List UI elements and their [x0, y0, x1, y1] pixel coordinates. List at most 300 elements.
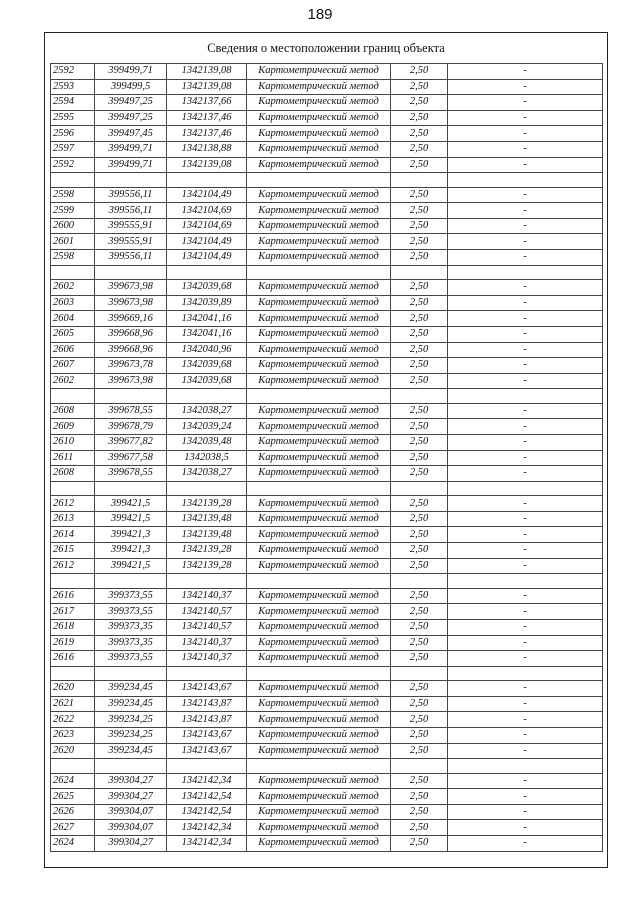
empty-cell	[247, 666, 391, 681]
point-number-cell: 2606	[51, 342, 95, 358]
description-cell: -	[448, 527, 603, 543]
point-number-cell: 2617	[51, 604, 95, 620]
precision-cell: 2,50	[391, 419, 448, 435]
precision-cell: 2,50	[391, 64, 448, 80]
coord-y-cell: 1342104,69	[167, 203, 247, 219]
method-cell: Картометрический метод	[247, 141, 391, 157]
coord-y-cell: 1342140,37	[167, 635, 247, 651]
method-cell: Картометрический метод	[247, 342, 391, 358]
point-number-cell: 2610	[51, 434, 95, 450]
point-number-cell: 2602	[51, 373, 95, 389]
empty-cell	[448, 666, 603, 681]
precision-cell: 2,50	[391, 727, 448, 743]
coord-y-cell: 1342139,08	[167, 64, 247, 80]
table-row	[51, 218, 603, 234]
table-row	[51, 820, 603, 836]
precision-cell: 2,50	[391, 619, 448, 635]
group-separator-row	[51, 173, 603, 188]
description-cell: -	[448, 203, 603, 219]
empty-cell	[95, 666, 167, 681]
coord-x-cell: 399497,45	[95, 126, 167, 142]
coordinates-table-body	[51, 64, 603, 852]
coord-x-cell: 399304,27	[95, 836, 167, 852]
precision-cell: 2,50	[391, 250, 448, 266]
precision-cell: 2,50	[391, 836, 448, 852]
description-cell: -	[448, 311, 603, 327]
method-cell: Картометрический метод	[247, 836, 391, 852]
precision-cell: 2,50	[391, 543, 448, 559]
table-row	[51, 311, 603, 327]
precision-cell: 2,50	[391, 326, 448, 342]
empty-cell	[448, 759, 603, 774]
coord-x-cell: 399497,25	[95, 95, 167, 111]
method-cell: Картометрический метод	[247, 789, 391, 805]
description-cell: -	[448, 773, 603, 789]
coord-x-cell: 399304,07	[95, 804, 167, 820]
point-number-cell: 2597	[51, 141, 95, 157]
empty-cell	[95, 265, 167, 280]
coord-y-cell: 1342039,68	[167, 358, 247, 374]
method-cell: Картометрический метод	[247, 419, 391, 435]
method-cell: Картометрический метод	[247, 218, 391, 234]
description-cell: -	[448, 820, 603, 836]
table-row	[51, 727, 603, 743]
coord-x-cell: 399669,16	[95, 311, 167, 327]
empty-cell	[95, 481, 167, 496]
method-cell: Картометрический метод	[247, 727, 391, 743]
point-number-cell: 2599	[51, 203, 95, 219]
precision-cell: 2,50	[391, 527, 448, 543]
table-row	[51, 79, 603, 95]
empty-cell	[391, 389, 448, 404]
coord-x-cell: 399234,25	[95, 727, 167, 743]
coord-y-cell: 1342140,37	[167, 651, 247, 667]
point-number-cell: 2620	[51, 681, 95, 697]
empty-cell	[95, 173, 167, 188]
coord-y-cell: 1342041,16	[167, 311, 247, 327]
description-cell: -	[448, 295, 603, 311]
point-number-cell: 2624	[51, 773, 95, 789]
empty-cell	[247, 481, 391, 496]
description-cell: -	[448, 450, 603, 466]
precision-cell: 2,50	[391, 466, 448, 482]
precision-cell: 2,50	[391, 218, 448, 234]
point-number-cell: 2612	[51, 558, 95, 574]
precision-cell: 2,50	[391, 804, 448, 820]
empty-cell	[51, 574, 95, 589]
group-separator-row	[51, 666, 603, 681]
precision-cell: 2,50	[391, 450, 448, 466]
table-row	[51, 836, 603, 852]
method-cell: Картометрический метод	[247, 681, 391, 697]
empty-cell	[247, 574, 391, 589]
precision-cell: 2,50	[391, 743, 448, 759]
coord-x-cell: 399373,35	[95, 635, 167, 651]
method-cell: Картометрический метод	[247, 326, 391, 342]
coord-y-cell: 1342039,89	[167, 295, 247, 311]
coord-x-cell: 399555,91	[95, 218, 167, 234]
empty-cell	[51, 759, 95, 774]
empty-cell	[95, 574, 167, 589]
coord-x-cell: 399556,11	[95, 250, 167, 266]
coord-y-cell: 1342104,49	[167, 187, 247, 203]
point-number-cell: 2612	[51, 496, 95, 512]
method-cell: Картометрический метод	[247, 651, 391, 667]
coord-x-cell: 399421,3	[95, 543, 167, 559]
table-row	[51, 280, 603, 296]
table-row	[51, 651, 603, 667]
coord-x-cell: 399673,78	[95, 358, 167, 374]
empty-cell	[167, 173, 247, 188]
coord-x-cell: 399421,5	[95, 558, 167, 574]
group-separator-row	[51, 759, 603, 774]
method-cell: Картометрический метод	[247, 820, 391, 836]
method-cell: Картометрический метод	[247, 712, 391, 728]
description-cell: -	[448, 326, 603, 342]
point-number-cell: 2593	[51, 79, 95, 95]
page-number: 189	[307, 6, 333, 23]
empty-cell	[51, 481, 95, 496]
coord-y-cell: 1342139,28	[167, 543, 247, 559]
description-cell: -	[448, 588, 603, 604]
method-cell: Картометрический метод	[247, 295, 391, 311]
empty-cell	[167, 265, 247, 280]
coord-y-cell: 1342139,28	[167, 558, 247, 574]
coord-x-cell: 399677,82	[95, 434, 167, 450]
method-cell: Картометрический метод	[247, 588, 391, 604]
description-cell: -	[448, 558, 603, 574]
table-row	[51, 295, 603, 311]
precision-cell: 2,50	[391, 295, 448, 311]
empty-cell	[167, 389, 247, 404]
empty-cell	[167, 759, 247, 774]
precision-cell: 2,50	[391, 234, 448, 250]
coord-y-cell: 1342143,87	[167, 712, 247, 728]
description-cell: -	[448, 187, 603, 203]
table-row	[51, 543, 603, 559]
empty-cell	[247, 389, 391, 404]
precision-cell: 2,50	[391, 187, 448, 203]
description-cell: -	[448, 126, 603, 142]
precision-cell: 2,50	[391, 280, 448, 296]
point-number-cell: 2620	[51, 743, 95, 759]
point-number-cell: 2619	[51, 635, 95, 651]
description-cell: -	[448, 419, 603, 435]
precision-cell: 2,50	[391, 79, 448, 95]
point-number-cell: 2622	[51, 712, 95, 728]
point-number-cell: 2613	[51, 511, 95, 527]
point-number-cell: 2621	[51, 696, 95, 712]
group-separator-row	[51, 389, 603, 404]
coord-y-cell: 1342139,48	[167, 527, 247, 543]
method-cell: Картометрический метод	[247, 373, 391, 389]
point-number-cell: 2623	[51, 727, 95, 743]
precision-cell: 2,50	[391, 496, 448, 512]
method-cell: Картометрический метод	[247, 696, 391, 712]
coord-x-cell: 399234,45	[95, 696, 167, 712]
coord-x-cell: 399499,71	[95, 157, 167, 173]
table-row	[51, 64, 603, 80]
coord-x-cell: 399678,55	[95, 403, 167, 419]
empty-cell	[448, 481, 603, 496]
description-cell: -	[448, 712, 603, 728]
table-row	[51, 250, 603, 266]
coord-y-cell: 1342138,88	[167, 141, 247, 157]
description-cell: -	[448, 218, 603, 234]
table-row	[51, 95, 603, 111]
method-cell: Картометрический метод	[247, 743, 391, 759]
method-cell: Картометрический метод	[247, 511, 391, 527]
coord-x-cell: 399373,55	[95, 588, 167, 604]
table-row	[51, 558, 603, 574]
method-cell: Картометрический метод	[247, 95, 391, 111]
table-row	[51, 358, 603, 374]
coord-x-cell: 399499,71	[95, 64, 167, 80]
point-number-cell: 2616	[51, 651, 95, 667]
method-cell: Картометрический метод	[247, 110, 391, 126]
coord-y-cell: 1342143,67	[167, 727, 247, 743]
table-row	[51, 619, 603, 635]
method-cell: Картометрический метод	[247, 157, 391, 173]
coord-x-cell: 399668,96	[95, 326, 167, 342]
precision-cell: 2,50	[391, 373, 448, 389]
coord-x-cell: 399421,5	[95, 496, 167, 512]
method-cell: Картометрический метод	[247, 250, 391, 266]
table-row	[51, 789, 603, 805]
description-cell: -	[448, 789, 603, 805]
coord-y-cell: 1342039,24	[167, 419, 247, 435]
empty-cell	[247, 759, 391, 774]
coord-y-cell: 1342140,37	[167, 588, 247, 604]
coord-x-cell: 399421,5	[95, 511, 167, 527]
point-number-cell: 2608	[51, 403, 95, 419]
description-cell: -	[448, 95, 603, 111]
coord-y-cell: 1342041,16	[167, 326, 247, 342]
coord-y-cell: 1342039,68	[167, 280, 247, 296]
coord-x-cell: 399677,58	[95, 450, 167, 466]
coord-y-cell: 1342038,5	[167, 450, 247, 466]
coord-x-cell: 399234,25	[95, 712, 167, 728]
precision-cell: 2,50	[391, 203, 448, 219]
table-row	[51, 126, 603, 142]
point-number-cell: 2600	[51, 218, 95, 234]
method-cell: Картометрический метод	[247, 203, 391, 219]
point-number-cell: 2627	[51, 820, 95, 836]
section-title: Сведения о местоположении границ объекта	[207, 41, 445, 55]
coord-y-cell: 1342142,34	[167, 773, 247, 789]
precision-cell: 2,50	[391, 789, 448, 805]
coord-x-cell: 399499,71	[95, 141, 167, 157]
point-number-cell: 2618	[51, 619, 95, 635]
description-cell: -	[448, 543, 603, 559]
method-cell: Картометрический метод	[247, 280, 391, 296]
description-cell: -	[448, 635, 603, 651]
empty-cell	[448, 265, 603, 280]
coord-x-cell: 399421,3	[95, 527, 167, 543]
method-cell: Картометрический метод	[247, 604, 391, 620]
table-row	[51, 588, 603, 604]
point-number-cell: 2616	[51, 588, 95, 604]
method-cell: Картометрический метод	[247, 527, 391, 543]
coord-x-cell: 399234,45	[95, 743, 167, 759]
method-cell: Картометрический метод	[247, 558, 391, 574]
table-row	[51, 110, 603, 126]
empty-cell	[51, 666, 95, 681]
description-cell: -	[448, 373, 603, 389]
group-separator-row	[51, 481, 603, 496]
method-cell: Картометрический метод	[247, 804, 391, 820]
table-row	[51, 743, 603, 759]
table-row	[51, 434, 603, 450]
coord-x-cell: 399373,55	[95, 604, 167, 620]
point-number-cell: 2614	[51, 527, 95, 543]
point-number-cell: 2603	[51, 295, 95, 311]
empty-cell	[391, 481, 448, 496]
coord-x-cell: 399304,27	[95, 789, 167, 805]
empty-cell	[247, 173, 391, 188]
table-row	[51, 450, 603, 466]
precision-cell: 2,50	[391, 403, 448, 419]
method-cell: Картометрический метод	[247, 434, 391, 450]
precision-cell: 2,50	[391, 712, 448, 728]
empty-cell	[167, 481, 247, 496]
coord-y-cell: 1342137,46	[167, 126, 247, 142]
description-cell: -	[448, 681, 603, 697]
group-separator-row	[51, 574, 603, 589]
coord-x-cell: 399499,5	[95, 79, 167, 95]
method-cell: Картометрический метод	[247, 234, 391, 250]
coord-y-cell: 1342139,28	[167, 496, 247, 512]
boundary-info-frame	[44, 32, 608, 868]
method-cell: Картометрический метод	[247, 187, 391, 203]
precision-cell: 2,50	[391, 651, 448, 667]
description-cell: -	[448, 234, 603, 250]
point-number-cell: 2626	[51, 804, 95, 820]
empty-cell	[95, 759, 167, 774]
point-number-cell: 2601	[51, 234, 95, 250]
table-row	[51, 187, 603, 203]
method-cell: Картометрический метод	[247, 450, 391, 466]
empty-cell	[167, 574, 247, 589]
description-cell: -	[448, 496, 603, 512]
precision-cell: 2,50	[391, 696, 448, 712]
precision-cell: 2,50	[391, 434, 448, 450]
coord-x-cell: 399304,27	[95, 773, 167, 789]
table-row	[51, 373, 603, 389]
precision-cell: 2,50	[391, 110, 448, 126]
table-row	[51, 773, 603, 789]
precision-cell: 2,50	[391, 773, 448, 789]
coord-x-cell: 399673,98	[95, 295, 167, 311]
table-row	[51, 496, 603, 512]
coord-y-cell: 1342139,48	[167, 511, 247, 527]
table-row	[51, 419, 603, 435]
description-cell: -	[448, 619, 603, 635]
coord-x-cell: 399234,45	[95, 681, 167, 697]
table-row	[51, 527, 603, 543]
description-cell: -	[448, 64, 603, 80]
description-cell: -	[448, 141, 603, 157]
coord-x-cell: 399678,79	[95, 419, 167, 435]
description-cell: -	[448, 110, 603, 126]
table-row	[51, 326, 603, 342]
precision-cell: 2,50	[391, 157, 448, 173]
method-cell: Картометрический метод	[247, 126, 391, 142]
coord-y-cell: 1342143,87	[167, 696, 247, 712]
table-row	[51, 234, 603, 250]
coord-x-cell: 399556,11	[95, 187, 167, 203]
precision-cell: 2,50	[391, 681, 448, 697]
description-cell: -	[448, 358, 603, 374]
description-cell: -	[448, 466, 603, 482]
coord-x-cell: 399678,55	[95, 466, 167, 482]
point-number-cell: 2604	[51, 311, 95, 327]
coord-x-cell: 399556,11	[95, 203, 167, 219]
method-cell: Картометрический метод	[247, 311, 391, 327]
description-cell: -	[448, 604, 603, 620]
point-number-cell: 2625	[51, 789, 95, 805]
coord-y-cell: 1342039,68	[167, 373, 247, 389]
table-row	[51, 403, 603, 419]
method-cell: Картометрический метод	[247, 466, 391, 482]
description-cell: -	[448, 804, 603, 820]
empty-cell	[51, 173, 95, 188]
point-number-cell: 2598	[51, 250, 95, 266]
precision-cell: 2,50	[391, 588, 448, 604]
precision-cell: 2,50	[391, 635, 448, 651]
point-number-cell: 2596	[51, 126, 95, 142]
table-row	[51, 635, 603, 651]
empty-cell	[391, 759, 448, 774]
coord-y-cell: 1342038,27	[167, 403, 247, 419]
precision-cell: 2,50	[391, 511, 448, 527]
empty-cell	[391, 173, 448, 188]
method-cell: Картометрический метод	[247, 403, 391, 419]
method-cell: Картометрический метод	[247, 496, 391, 512]
point-number-cell: 2592	[51, 64, 95, 80]
empty-cell	[448, 389, 603, 404]
precision-cell: 2,50	[391, 342, 448, 358]
precision-cell: 2,50	[391, 820, 448, 836]
coord-x-cell: 399497,25	[95, 110, 167, 126]
empty-cell	[448, 574, 603, 589]
description-cell: -	[448, 836, 603, 852]
coord-x-cell: 399304,07	[95, 820, 167, 836]
description-cell: -	[448, 250, 603, 266]
method-cell: Картометрический метод	[247, 358, 391, 374]
coord-y-cell: 1342137,46	[167, 110, 247, 126]
coord-y-cell: 1342142,54	[167, 804, 247, 820]
precision-cell: 2,50	[391, 358, 448, 374]
precision-cell: 2,50	[391, 141, 448, 157]
empty-cell	[391, 574, 448, 589]
description-cell: -	[448, 651, 603, 667]
coord-y-cell: 1342139,08	[167, 157, 247, 173]
empty-cell	[51, 389, 95, 404]
empty-cell	[391, 265, 448, 280]
description-cell: -	[448, 79, 603, 95]
description-cell: -	[448, 743, 603, 759]
point-number-cell: 2605	[51, 326, 95, 342]
method-cell: Картометрический метод	[247, 619, 391, 635]
coord-x-cell: 399373,55	[95, 651, 167, 667]
point-number-cell: 2602	[51, 280, 95, 296]
method-cell: Картометрический метод	[247, 64, 391, 80]
point-number-cell: 2609	[51, 419, 95, 435]
table-row	[51, 712, 603, 728]
coord-y-cell: 1342142,34	[167, 820, 247, 836]
table-row	[51, 203, 603, 219]
